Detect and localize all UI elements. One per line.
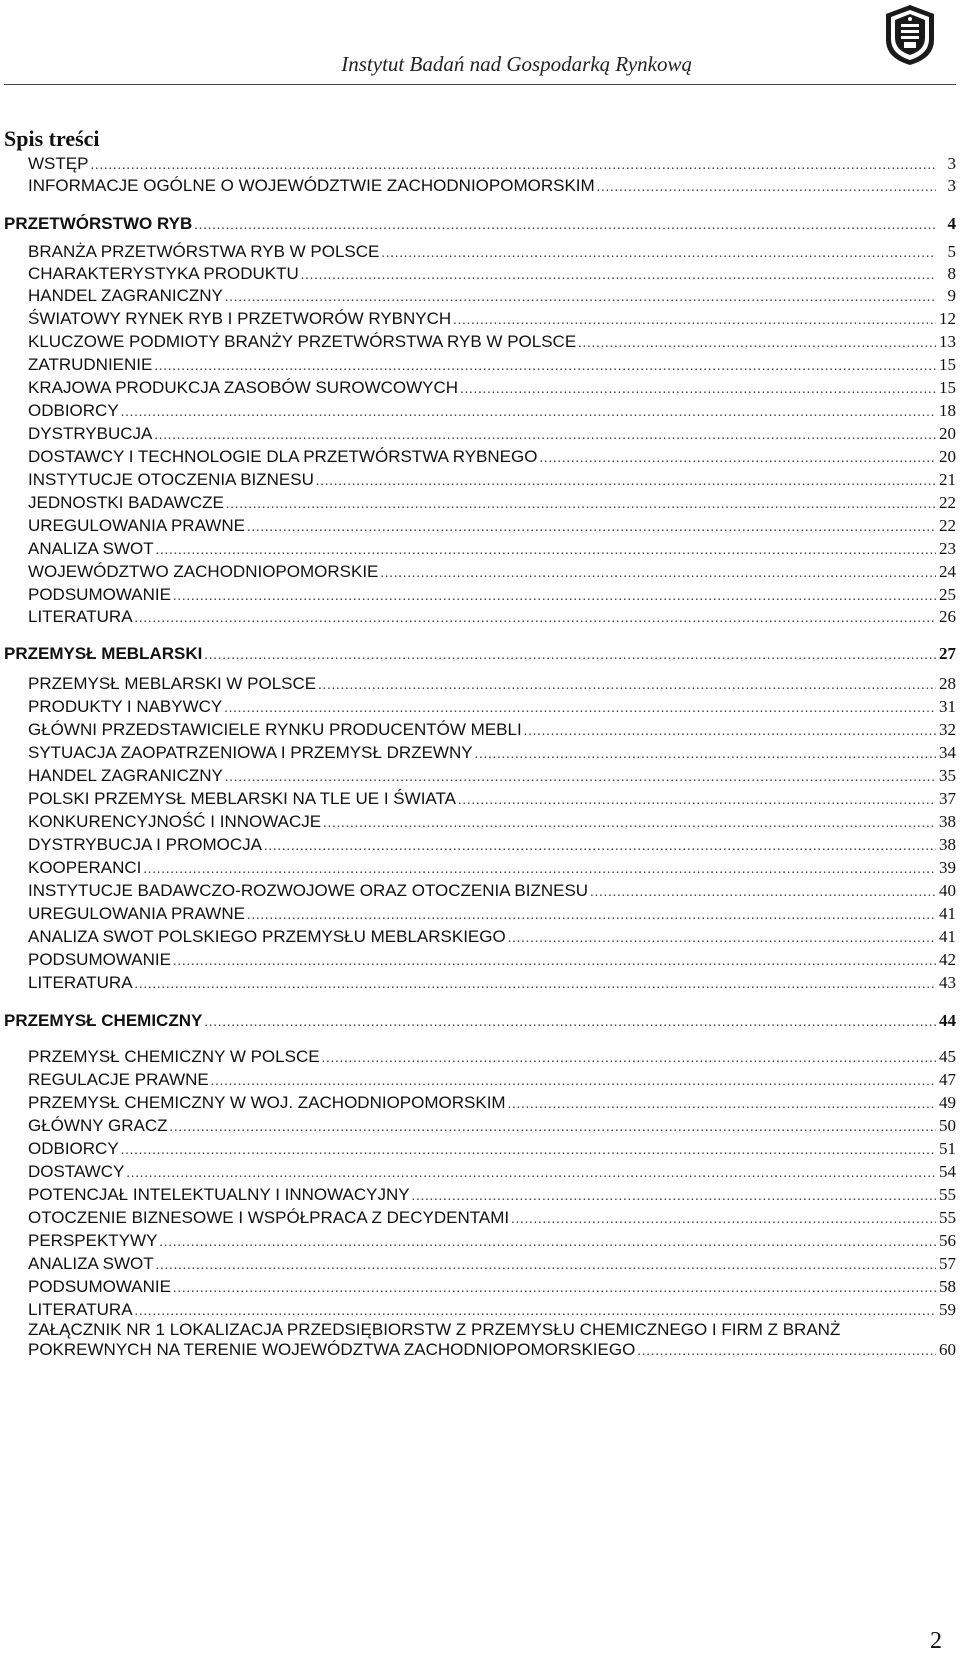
toc-entry-page: 44	[939, 1011, 956, 1030]
toc-entry[interactable]	[28, 1206, 956, 1228]
toc-entry[interactable]	[28, 948, 956, 970]
toc-entry-page: 15	[939, 378, 956, 397]
toc-leader-dots	[475, 747, 936, 763]
toc-entry[interactable]	[28, 1275, 956, 1297]
toc-entry-label: INFORMACJE OGÓLNE O WOJEWÓDZTWIE ZACHODNIOPOMORSKIM	[28, 176, 595, 195]
toc-entry[interactable]	[4, 212, 956, 234]
toc-entry-page: 34	[939, 743, 956, 762]
toc-entry-page: 24	[939, 562, 956, 581]
toc-entry[interactable]	[28, 787, 956, 809]
toc-entry-label: PRZEMYSŁ MEBLARSKI	[4, 644, 203, 663]
toc-entry[interactable]	[4, 1009, 956, 1031]
toc-leader-dots	[508, 1097, 936, 1113]
toc-entry-page: 41	[939, 927, 956, 946]
toc-entry-label: CHARAKTERYSTYKA PRODUKTU	[28, 264, 299, 283]
toc-entry-page: 3	[947, 176, 956, 195]
toc-entry[interactable]	[4, 642, 956, 664]
toc-leader-dots	[211, 1074, 936, 1090]
toc-entry-page: 25	[939, 585, 956, 604]
toc-entry-page: 47	[939, 1070, 956, 1089]
toc-entry-page: 56	[939, 1231, 956, 1250]
toc-entry-page: 59	[939, 1300, 956, 1319]
toc-entry[interactable]	[28, 1114, 956, 1136]
toc-entry-label: GŁÓWNY GRACZ	[28, 1116, 168, 1135]
toc-entry[interactable]	[28, 695, 956, 717]
toc-entry-page: 50	[939, 1116, 956, 1135]
toc-entry-label: POTENCJAŁ INTELEKTUALNY I INNOWACYJNY	[28, 1185, 410, 1204]
toc-entry[interactable]	[28, 330, 956, 352]
toc-leader-dots	[453, 313, 936, 329]
toc-entry-page: 32	[939, 720, 956, 739]
toc-entry[interactable]	[28, 902, 956, 924]
toc-entry[interactable]	[28, 152, 956, 174]
toc-entry-page: 41	[939, 904, 956, 923]
toc-entry-page: 20	[939, 424, 956, 443]
toc-entry[interactable]	[28, 491, 956, 513]
toc-entry[interactable]	[28, 1068, 956, 1090]
page-number: 2	[930, 1628, 942, 1654]
toc-entry-page: 45	[939, 1047, 956, 1066]
toc-leader-dots	[226, 497, 936, 513]
toc-entry-label: GŁÓWNI PRZEDSTAWICIELE RYNKU PRODUCENTÓW MEBLI	[28, 720, 522, 739]
header-rule	[4, 84, 956, 85]
toc-entry-page: 37	[939, 789, 956, 808]
toc-leader-dots	[204, 1015, 936, 1031]
toc-leader-dots	[412, 1189, 936, 1205]
toc-entry-label: KOOPERANCI	[28, 858, 142, 877]
toc-entry-page: 18	[939, 401, 956, 420]
toc-leader-dots	[225, 770, 936, 786]
toc-entry-page: 22	[939, 516, 956, 535]
toc-entry[interactable]	[28, 560, 956, 582]
toc-entry-page: 58	[939, 1277, 956, 1296]
toc-entry[interactable]	[28, 307, 956, 329]
toc-leader-dots	[156, 1258, 936, 1274]
toc-entry-page: 8	[947, 264, 956, 283]
toc-title: Spis treści	[4, 126, 100, 151]
toc-entry-label: UREGULOWANIA PRAWNE	[28, 904, 245, 923]
toc-leader-dots	[524, 724, 936, 740]
toc-leader-dots	[135, 611, 936, 627]
toc-entry-label: PODSUMOWANIE	[28, 585, 171, 604]
toc-entry-label: PRZEMYSŁ MEBLARSKI W POLSCE	[28, 674, 317, 693]
toc-leader-dots	[126, 1166, 936, 1182]
toc-entry-page: 51	[939, 1139, 956, 1158]
toc-entry-page: 55	[939, 1185, 956, 1204]
toc-entry-label: PRZEMYSŁ CHEMICZNY W POLSCE	[28, 1047, 320, 1066]
toc-entry-label: PRODUKTY I NABYWCY	[28, 697, 223, 716]
toc-entry-label: ODBIORCY	[28, 1139, 119, 1158]
toc-entry-label: POLSKI PRZEMYSŁ MEBLARSKI NA TLE UE I ŚWIATA	[28, 789, 456, 808]
toc-leader-dots	[264, 839, 936, 855]
toc-entry-label: ZATRUDNIENIE	[28, 355, 153, 374]
toc-leader-dots	[173, 589, 936, 605]
toc-entry-page: 31	[939, 697, 956, 716]
toc-entry-page: 4	[947, 214, 956, 233]
toc-leader-dots	[224, 701, 936, 717]
toc-entry[interactable]	[28, 1160, 956, 1182]
institute-name: Instytut Badań nad Gospodarką Rynkową	[341, 52, 692, 76]
toc-entry[interactable]	[28, 1298, 956, 1320]
toc-entry[interactable]	[28, 833, 956, 855]
toc-entry-label: REGULACJE PRAWNE	[28, 1070, 209, 1089]
toc-leader-dots	[247, 908, 936, 924]
toc-entry-label: INSTYTUCJE OTOCZENIA BIZNESU	[28, 470, 314, 489]
toc-entry-label: PODSUMOWANIE	[28, 1277, 171, 1296]
toc-entry-page: 27	[939, 644, 956, 663]
toc-entry-page: 23	[939, 539, 956, 558]
toc-entry-page: 35	[939, 766, 956, 785]
toc-entry-label: PRZEMYSŁ CHEMICZNY	[4, 1011, 203, 1030]
toc-entry[interactable]	[28, 605, 956, 627]
toc-entry-page: 9	[947, 286, 956, 305]
toc-entry[interactable]	[28, 1252, 956, 1274]
toc-entry[interactable]	[28, 856, 956, 878]
toc-entry-label: PODSUMOWANIE	[28, 950, 171, 969]
toc-entry-label: DOSTAWCY	[28, 1162, 125, 1181]
toc-entry[interactable]	[28, 422, 956, 444]
toc-entry[interactable]	[28, 284, 956, 306]
toc-entry-label: JEDNOSTKI BADAWCZE	[28, 493, 224, 512]
toc-leader-dots	[301, 268, 936, 284]
toc-entry-page: 22	[939, 493, 956, 512]
toc-entry-page: 38	[939, 812, 956, 831]
toc-entry[interactable]	[28, 718, 956, 740]
toc-entry-label: PRZEMYSŁ CHEMICZNY W WOJ. ZACHODNIOPOMORSKIM	[28, 1093, 506, 1112]
toc-entry-label: SYTUACJA ZAOPATRZENIOWA I PRZEMYSŁ DRZEWNY	[28, 743, 473, 762]
toc-entry-page: 20	[939, 447, 956, 466]
toc-leader-dots	[511, 1212, 936, 1228]
toc-entry[interactable]	[28, 376, 956, 398]
toc-entry[interactable]	[28, 925, 956, 947]
toc-leader-dots	[316, 474, 936, 490]
toc-entry[interactable]	[28, 1183, 956, 1205]
toc-entry-page: 42	[939, 950, 956, 969]
toc-entry[interactable]	[28, 971, 956, 993]
toc-entry[interactable]	[28, 1229, 956, 1251]
toc-entry-label: OTOCZENIE BIZNESOWE I WSPÓŁPRACA Z DECYDENTAMI	[28, 1208, 510, 1227]
toc-leader-dots	[225, 290, 936, 306]
toc-leader-dots	[121, 405, 936, 421]
toc-leader-dots	[381, 246, 936, 262]
toc-leader-dots	[135, 977, 936, 993]
toc-entry-label: PRZETWÓRSTWO RYB	[4, 214, 193, 233]
toc-entry-label: LITERATURA	[28, 607, 133, 626]
toc-entry-label: HANDEL ZAGRANICZNY	[28, 766, 223, 785]
toc-entry[interactable]	[28, 764, 956, 786]
toc-leader-dots	[154, 428, 936, 444]
toc-entry-label: KRAJOWA PRODUKCJA ZASOBÓW SUROWCOWYCH	[28, 378, 459, 397]
toc-entry-label: ANALIZA SWOT	[28, 539, 154, 558]
toc-entry[interactable]	[28, 514, 956, 536]
toc-entry[interactable]	[28, 468, 956, 490]
toc-leader-dots	[247, 520, 936, 536]
toc-entry[interactable]	[28, 399, 956, 421]
toc-leader-dots	[156, 543, 936, 559]
toc-entry[interactable]	[28, 810, 956, 832]
toc-entry-label: LITERATURA	[28, 1300, 133, 1319]
toc-entry-page: 12	[939, 309, 956, 328]
toc-leader-dots	[90, 158, 936, 174]
toc-entry[interactable]	[28, 262, 956, 284]
toc-leader-dots	[508, 931, 936, 947]
toc-leader-dots	[204, 648, 936, 664]
toc-entry[interactable]	[28, 879, 956, 901]
toc-entry-appendix-line2[interactable]	[28, 1338, 956, 1360]
toc-entry-page: 13	[939, 332, 956, 351]
toc-entry-page: 60	[939, 1340, 956, 1359]
toc-entry-page: 55	[939, 1208, 956, 1227]
toc-entry-label: ODBIORCY	[28, 401, 119, 420]
toc-entry-page: 5	[947, 242, 956, 261]
toc-entry-label: DYSTRYBUCJA	[28, 424, 153, 443]
toc-leader-dots	[458, 793, 936, 809]
toc-entry-label: ŚWIATOWY RYNEK RYB I PRZETWORÓW RYBNYCH	[28, 309, 452, 328]
toc-leader-dots	[194, 218, 936, 234]
toc-entry-label: UREGULOWANIA PRAWNE	[28, 516, 245, 535]
toc-entry-page: 15	[939, 355, 956, 374]
toc-entry-page: 43	[939, 973, 956, 992]
toc-entry[interactable]	[28, 445, 956, 467]
toc-leader-dots	[318, 678, 936, 694]
toc-entry-label: DYSTRYBUCJA I PROMOCJA	[28, 835, 262, 854]
institute-emblem-icon	[880, 2, 940, 68]
toc-entry-page: 3	[947, 154, 956, 173]
toc-entry[interactable]	[28, 1137, 956, 1159]
toc-entry-label: WOJEWÓDZTWO ZACHODNIOPOMORSKIE	[28, 562, 379, 581]
toc-leader-dots	[135, 1304, 936, 1320]
toc-entry[interactable]	[28, 672, 956, 694]
toc-entry[interactable]	[28, 174, 956, 196]
toc-entry-label: WSTĘP	[28, 154, 89, 173]
toc-entry-label: LITERATURA	[28, 973, 133, 992]
toc-entry-page: 21	[939, 470, 956, 489]
toc-leader-dots	[578, 336, 936, 352]
toc-leader-dots	[173, 954, 936, 970]
toc-entry-label: HANDEL ZAGRANICZNY	[28, 286, 223, 305]
toc-entry-page: 40	[939, 881, 956, 900]
toc-entry[interactable]	[28, 353, 956, 375]
toc-leader-dots	[597, 180, 936, 196]
toc-entry-label: KLUCZOWE PODMIOTY BRANŻY PRZETWÓRSTWA RYB W POLSCE	[28, 332, 577, 351]
toc-entry[interactable]	[28, 1045, 956, 1067]
toc-entry-page: 49	[939, 1093, 956, 1112]
toc-entry-page: 28	[939, 674, 956, 693]
toc-leader-dots	[590, 885, 936, 901]
toc-leader-dots	[154, 359, 936, 375]
toc-entry-label: BRANŻA PRZETWÓRSTWA RYB W POLSCE	[28, 242, 380, 261]
toc-entry[interactable]	[28, 537, 956, 559]
toc-entry[interactable]	[28, 583, 956, 605]
toc-leader-dots	[159, 1235, 936, 1251]
toc-entry-label: POKREWNYCH NA TERENIE WOJEWÓDZTWA ZACHODNIOPOMORSKIEGO	[28, 1340, 636, 1359]
toc-entry-page: 57	[939, 1254, 956, 1273]
toc-entry-label: DOSTAWCY I TECHNOLOGIE DLA PRZETWÓRSTWA RYBNEGO	[28, 447, 538, 466]
toc-entry[interactable]	[28, 1091, 956, 1113]
toc-entry-page: 38	[939, 835, 956, 854]
toc-entry-page: 54	[939, 1162, 956, 1181]
toc-entry-label: KONKURENCYJNOŚĆ I INNOWACJE	[28, 812, 322, 831]
toc-leader-dots	[322, 1051, 936, 1067]
toc-entry-appendix-line1[interactable]: ZAŁĄCZNIK NR 1 LOKALIZACJA PRZEDSIĘBIORSTW Z PRZEMYSŁU CHEMICZNEGO I FIRM Z BRANŻ	[28, 1320, 841, 1339]
toc-entry-label: ANALIZA SWOT	[28, 1254, 154, 1273]
toc-entry[interactable]	[28, 240, 956, 262]
toc-leader-dots	[323, 816, 936, 832]
toc-entry-page: 26	[939, 607, 956, 626]
toc-entry[interactable]	[28, 741, 956, 763]
toc-leader-dots	[169, 1120, 936, 1136]
toc-leader-dots	[380, 566, 936, 582]
toc-leader-dots	[121, 1143, 936, 1159]
toc-leader-dots	[539, 451, 936, 467]
toc-entry-label: PERSPEKTYWY	[28, 1231, 158, 1250]
toc-leader-dots	[460, 382, 936, 398]
toc-entry-label: ANALIZA SWOT POLSKIEGO PRZEMYSŁU MEBLARSKIEGO	[28, 927, 506, 946]
toc-entry-page: 39	[939, 858, 956, 877]
toc-leader-dots	[173, 1281, 936, 1297]
toc-leader-dots	[143, 862, 936, 878]
toc-leader-dots	[637, 1344, 936, 1360]
toc-entry-label: INSTYTUCJE BADAWCZO-ROZWOJOWE ORAZ OTOCZENIA BIZNESU	[28, 881, 589, 900]
